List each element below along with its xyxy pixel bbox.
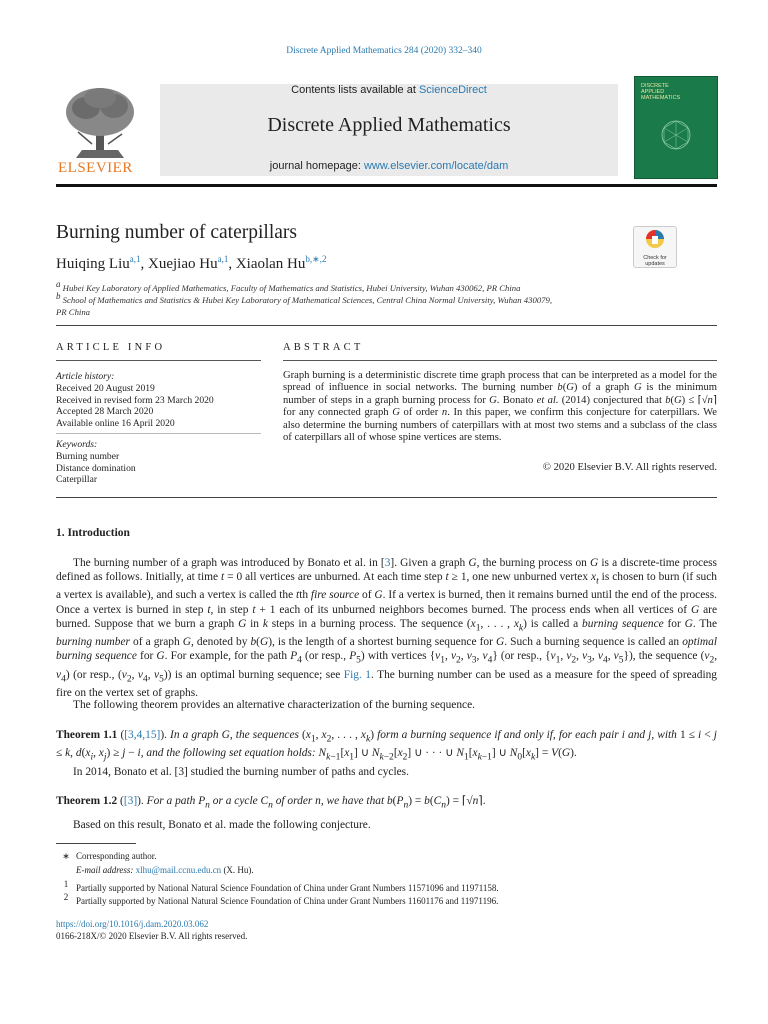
article-history: Article history: Received 20 August 2019 Received in revised form 23 March 2020 Accepted 28 March 2020 Available online 16 April 2020 [56, 371, 214, 430]
paragraph-2014: In 2014, Bonato et al. [3] studied the burning number of paths and cycles. [73, 766, 409, 778]
homepage-line: journal homepage: www.elsevier.com/locate/dam [269, 160, 509, 172]
journal-title: Discrete Applied Mathematics [267, 114, 511, 136]
abstract-heading: ABSTRACT [283, 342, 364, 353]
affiliation-b: $^b$ School of Mathematics and Statistics & Hubei Key Laboratory of Mathematical Sciences, Central China Normal University, Wuhan 430079, PR China [56, 291, 553, 317]
email-link[interactable]: xlhu@mail.ccnu.edu.cn [135, 865, 222, 875]
abstract-text: Graph burning is a deterministic discrete time graph process that can be interpreted as a model for the spread of influence in social networks. The burning number b(G) of a graph G is the minimum number of steps in a graph burning process for G. Bonato et al. (2014) conjectured that b(G) ≤ ⌈√n⌉ for any connected graph G of order n. In this paper, we confirm this conjecture for caterpillars. We also determine the burning numbers of caterpillars with at most two stems and a subclass of the class of caterpillars all of whose spine vertices are stems. [283, 370, 717, 444]
article-title: Burning number of caterpillars [56, 222, 297, 243]
elsevier-wordmark: ELSEVIER [58, 160, 133, 176]
author-name[interactable]: Xuejiao Hu [148, 256, 218, 272]
theorem-intro-paragraph: The following theorem provides an alternative characterization of the burning sequence. [73, 699, 475, 711]
article-info-heading: ARTICLE INFO [56, 342, 166, 353]
header-rule [56, 184, 717, 187]
paragraph-conjecture: Based on this result, Bonato et al. made the following conjecture. [73, 819, 371, 831]
keywords-list: Keywords: Burning number Distance domination Caterpillar [56, 439, 136, 486]
section-heading: 1. Introduction [56, 527, 130, 539]
check-for-updates-button[interactable] [633, 226, 677, 268]
abstract-copyright: © 2020 Elsevier B.V. All rights reserved. [542, 462, 717, 473]
journal-homepage-link[interactable]: www.elsevier.com/locate/dam [363, 160, 509, 172]
sciencedirect-link[interactable]: ScienceDirect [418, 84, 487, 96]
footnote-rule [56, 843, 136, 844]
author-affiliation-mark[interactable]: a,1 [129, 254, 141, 264]
theorem-1-1: Theorem 1.1 ([3,4,15]). In a graph G, the sequences ($x_1$, $x_2$, . . . , $x_k$) form a burning sequence if and only if, for each pair i and j, with 1 ≤ i < j ≤ k, $d(x_i$, $x_j) \ge j - i$, and the following set equation holds: $N_{k-1}[x_1]$ ∪ $N_{k-2}[x_2]$ ∪ · · · ∪ $N_1[x_{k-1}]$ ∪ $N_0[x_k] = V(G)$. [56, 729, 717, 763]
author-affiliation-mark[interactable]: b,∗,2 [305, 254, 327, 264]
section-rule [56, 497, 717, 498]
intro-paragraph: The burning number of a graph was introduced by Bonato et al. in [3]. Given a graph G, the burning process on G is a discrete-time process defined as follows. Initially, at time t = 0 all vertices are unburned. At each time step t ≥ 1, one new unburned vertex $x_t$ is chosen to burn (if such a vertex is available), and such a vertex is called the tth fire source of G. If a vertex is burned, then it remains burned until the end of the process. Once a vertex is burned in step t, in step t + 1 each of its unburned neighbors becomes burned. The process ends when all vertices of G are burned. Suppose that we burn a graph G in k steps in a burning process. The sequence ($x_1$, . . . , $x_k$) is called a burning sequence for G. The burning number of a graph G, denoted by b(G), is the length of a shortest burning sequence for G. Such a burning sequence is called an optimal burning sequence for G. For example, for the path $P_4$ (or resp., $P_5$) with vertices {$v_1$, $v_2$, $v_3$, $v_4$} (or resp., {$v_1$, $v_2$, $v_3$, $v_4$, $v_5$}), the sequence ($v_2$, $v_4$) (or resp., ($v_2$, $v_4$, $v_5$)) is an optimal burning sequence; see Fig. 1. The burning number can be used as a measure for the speed of spreading fire on the vertex set of graphs. [56, 557, 718, 699]
journal-citation-link[interactable]: Discrete Applied Mathematics 284 (2020) 332–340 [286, 46, 482, 56]
theorem-1-2: Theorem 1.2 ([3]). For a path $P_n$ or a cycle $C_n$ of order n, we have that $b(P_n) = b(C_n)$ = ⌈√n⌉. [56, 795, 486, 811]
journal-cover-image[interactable] [634, 76, 718, 179]
author-list: Huiqing Liu$^{a,1}$, Xuejiao Hu$^{a,1}$, Xiaolan $Hu^{b,∗,2}$ [56, 254, 327, 272]
footnote-1: $^1$ Partially supported by National Natural Science Foundation of China under Grant Numbers 11571096 and 11971158. [63, 879, 499, 893]
issn-line: 0166-218X/© 2020 Elsevier B.V. All rights reserved. [56, 931, 248, 941]
footnote-corresponding: ∗ Corresponding author. [62, 851, 157, 861]
crossmark-icon [634, 227, 676, 251]
crossmark-label-1: Check for [643, 255, 667, 261]
crossmark-label-2: updates [645, 261, 665, 267]
author-name[interactable]: Huiqing Liu [56, 256, 130, 272]
contents-line: Contents lists available at ScienceDirect [291, 84, 487, 96]
article-info-rule [56, 360, 261, 361]
cover-title: DISCRETE APPLIED MATHEMATICS [641, 83, 681, 101]
author-name[interactable]: Xiaolan Hu [235, 256, 306, 272]
affiliation-a: $^a$ Hubei Key Laboratory of Applied Mathematics, Faculty of Mathematics and Statistics, Hubei University, Wuhan 430062, PR China [56, 279, 521, 293]
elsevier-logo [56, 82, 146, 177]
section-rule [56, 325, 717, 326]
abstract-rule [283, 360, 717, 361]
author-affiliation-mark[interactable]: a,1 [217, 254, 229, 264]
footnote-2: $^2$ Partially supported by National Natural Science Foundation of China under Grant Numbers 11601176 and 11971196. [63, 892, 499, 906]
footnote-email: E-mail address: xlhu@mail.ccnu.edu.cn (X. Hu). [76, 865, 254, 875]
keywords-rule [56, 433, 261, 434]
doi-link[interactable]: https://doi.org/10.1016/j.dam.2020.03.062 [56, 919, 209, 929]
